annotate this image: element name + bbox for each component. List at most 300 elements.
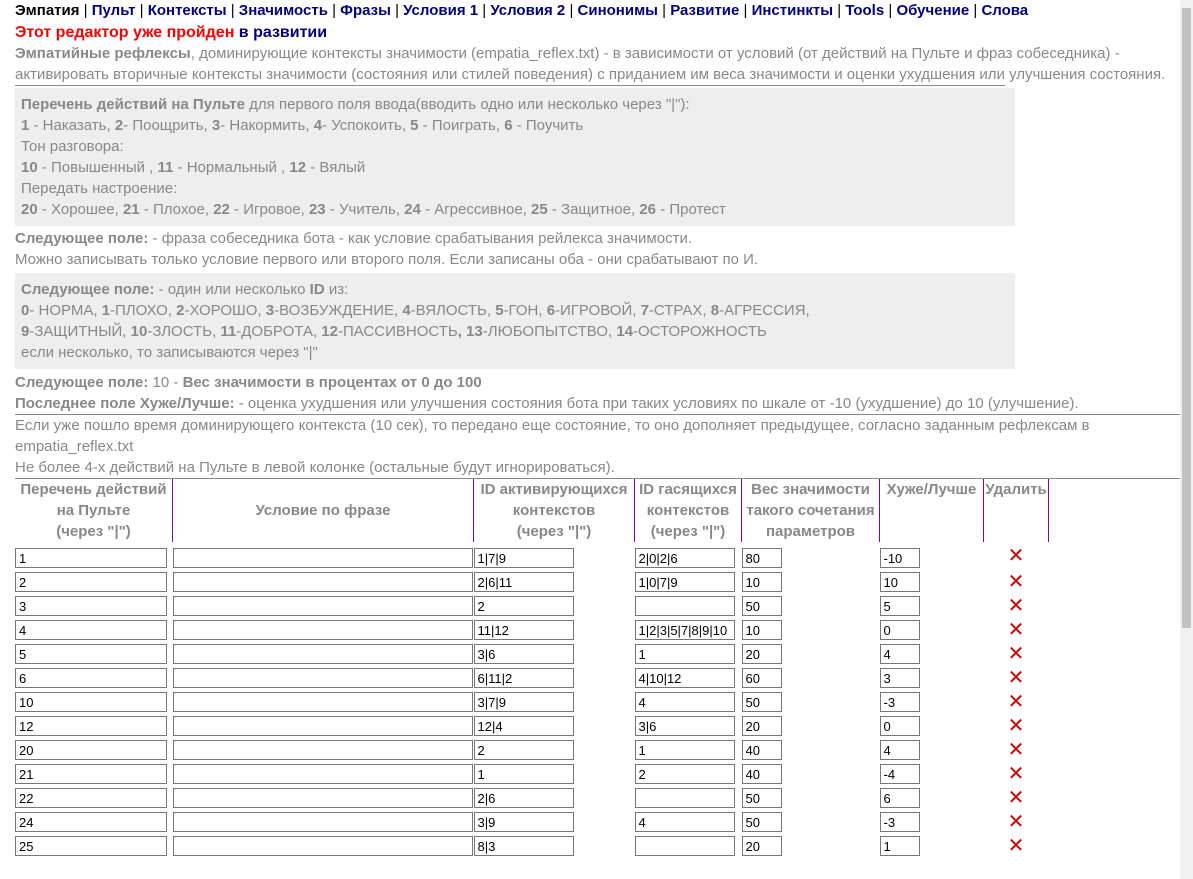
table-cell (742, 618, 880, 642)
table-cell (880, 714, 984, 738)
nav-link-12[interactable]: Обучение (896, 2, 970, 19)
context-number: , 13 (457, 323, 483, 340)
action-label: - Поучить (512, 117, 584, 134)
grade-input[interactable] (880, 596, 920, 616)
column-header-line: параметров (765, 523, 856, 540)
tone-number: 11 (157, 159, 174, 176)
action-input[interactable] (15, 812, 167, 832)
table-cell (742, 642, 880, 666)
activate-input[interactable] (474, 620, 574, 640)
table-body (15, 542, 1049, 858)
action-label: - Наказать, (29, 117, 115, 134)
table-cell (635, 762, 742, 786)
scrollbar-thumb[interactable] (1182, 8, 1191, 628)
phrase-input[interactable] (173, 740, 473, 760)
weight-input[interactable] (742, 836, 782, 856)
reflex-table (15, 479, 1049, 858)
table-cell (742, 570, 880, 594)
table-cell (635, 666, 742, 690)
action-input[interactable] (15, 548, 167, 568)
column-header (742, 479, 880, 542)
table-cell (173, 690, 474, 714)
contexts-box (15, 273, 1015, 369)
phrase-input[interactable] (173, 764, 473, 784)
activate-input[interactable] (474, 788, 574, 808)
table-cell (984, 738, 1049, 762)
action-input[interactable] (15, 596, 167, 616)
nav-link-6[interactable]: Условия 1 (403, 2, 479, 19)
action-label: - Успокоить, (322, 117, 411, 134)
table-cell (15, 570, 173, 594)
column-header (15, 479, 173, 542)
action-input[interactable] (15, 788, 167, 808)
table-cell (635, 618, 742, 642)
weight-input[interactable] (742, 788, 782, 808)
delete-icon[interactable]: ✕ (1007, 787, 1025, 809)
context-number: 0 (21, 302, 30, 319)
table-cell (474, 570, 635, 594)
mood-number: 26 (639, 201, 657, 218)
activate-input[interactable] (474, 572, 574, 592)
delete-icon[interactable]: ✕ (1007, 715, 1025, 737)
phrase-input[interactable] (173, 596, 473, 616)
column-header (173, 479, 474, 542)
table-row (15, 642, 1049, 666)
contexts-list-1 (21, 300, 1009, 321)
nav-link-9[interactable]: Развитие (670, 2, 740, 19)
delete-icon[interactable]: ✕ (1007, 835, 1025, 857)
context-number: 9 (21, 323, 30, 340)
table-row (15, 762, 1049, 786)
weight-input[interactable] (742, 740, 782, 760)
table-cell (15, 642, 173, 666)
column-header-line: Вес значимости (751, 481, 870, 498)
delete-icon[interactable]: ✕ (1007, 545, 1025, 567)
table-cell (15, 714, 173, 738)
context-number: 4 (402, 302, 411, 319)
table-cell (15, 786, 173, 810)
weight-input[interactable] (742, 812, 782, 832)
context-label: -ПАССИВНОСТЬ (337, 323, 458, 340)
activate-input[interactable] (474, 692, 574, 712)
table-row (15, 834, 1049, 858)
table-cell (474, 642, 635, 666)
table-cell (880, 834, 984, 858)
nav-separator: | (226, 2, 239, 19)
tone-number: 12 (289, 159, 307, 176)
grade-input[interactable] (880, 692, 920, 712)
weight-input[interactable] (742, 716, 782, 736)
phrase-input[interactable] (173, 620, 473, 640)
activate-input[interactable] (474, 716, 574, 736)
table-row (15, 542, 1049, 570)
grade-input[interactable] (880, 716, 920, 736)
context-label: -ГОН, (503, 302, 547, 319)
grade-input[interactable] (880, 548, 920, 568)
nav-separator: | (565, 2, 578, 19)
deactivate-input[interactable] (635, 596, 735, 616)
table-cell (742, 786, 880, 810)
table-cell (474, 714, 635, 738)
contexts-list-2 (21, 321, 1009, 342)
column-header-line: (через "|") (516, 523, 592, 540)
table-cell (984, 594, 1049, 618)
table-cell (474, 810, 635, 834)
table-cell (880, 690, 984, 714)
deactivate-input[interactable] (635, 788, 735, 808)
grade-input[interactable] (880, 620, 920, 640)
context-number: 2 (176, 302, 185, 319)
activate-input[interactable] (474, 668, 574, 688)
activate-input[interactable] (474, 812, 574, 832)
table-cell (474, 666, 635, 690)
nav-link-5[interactable]: Фразы (340, 2, 391, 19)
context-number: 3 (265, 302, 275, 319)
nav-link-1[interactable]: Эмпатия (15, 2, 80, 19)
delete-icon[interactable]: ✕ (1007, 811, 1025, 833)
last-field (15, 393, 1180, 414)
phrase-input[interactable] (173, 644, 473, 664)
nav-separator: | (327, 2, 341, 19)
note-line2: Не более 4-х действий на Пульте в левой колонке (остальные будут игнорироваться). (15, 459, 615, 476)
table-cell (880, 642, 984, 666)
context-label: -ЗАЩИТНЫЙ, (29, 323, 131, 340)
delete-icon[interactable]: ✕ (1007, 763, 1025, 785)
grade-input[interactable] (880, 668, 920, 688)
column-header-line: (через "|") (650, 523, 726, 540)
nav-link-10[interactable]: Инстинкты (751, 2, 834, 19)
action-number: 5 (410, 117, 419, 134)
context-number: 5 (495, 302, 504, 319)
context-label: -ВЯЛОСТЬ, (410, 302, 496, 319)
last-label: Последнее поле Хуже/Лучше: (15, 395, 235, 412)
action-input[interactable] (15, 668, 167, 688)
mood-label: - Агрессивное, (420, 201, 532, 218)
contexts-id: ID (309, 281, 325, 298)
grade-input[interactable] (880, 572, 920, 592)
column-header (474, 479, 635, 542)
table-cell (15, 834, 173, 858)
table-cell (880, 618, 984, 642)
nav-separator: | (739, 2, 752, 19)
table-cell (173, 834, 474, 858)
phrase-input[interactable] (173, 548, 473, 568)
table-row (15, 714, 1049, 738)
action-input[interactable] (15, 764, 167, 784)
weight-input[interactable] (742, 644, 782, 664)
deactivate-input[interactable] (635, 812, 735, 832)
actions-title: Перечень действий на Пульте (21, 96, 245, 113)
weight-input[interactable] (742, 668, 782, 688)
delete-icon[interactable]: ✕ (1007, 691, 1025, 713)
table-row (15, 618, 1049, 642)
table-cell (635, 542, 742, 570)
table-cell (984, 666, 1049, 690)
weight-input[interactable] (742, 620, 782, 640)
nav-link-2[interactable]: Пульт (91, 2, 136, 19)
mood-number: 20 (21, 201, 38, 218)
next-field-text: - фраза собеседника бота - как условие срабатывания рейлекса значимости. (148, 230, 692, 247)
column-header-line: контекстов (646, 502, 730, 519)
table-cell (635, 714, 742, 738)
column-header-line: Условие по фразе (255, 502, 391, 519)
deactivate-input[interactable] (635, 620, 735, 640)
weight-input[interactable] (742, 548, 782, 568)
activate-input[interactable] (474, 740, 574, 760)
table-cell (474, 786, 635, 810)
nav-separator: | (478, 2, 491, 19)
table-cell (15, 810, 173, 834)
activate-input[interactable] (474, 548, 574, 568)
table-cell (880, 786, 984, 810)
context-number: 8 (710, 302, 720, 319)
context-label: -ЛЮБОПЫТСТВО, (482, 323, 617, 340)
mood-number: 24 (404, 201, 421, 218)
phrase-input[interactable] (173, 572, 473, 592)
intro-body: , доминирующие контексты значимости (empatia_reflex.txt) - в зависимости от условий (от действий на Пульте и фраз собеседника) - активировать вторичные контексты значимости (состояния или стилей поведения) с приданием им веса значимости и оценки ухудшения или улучшения состояния. (15, 45, 1166, 83)
weight-input[interactable] (742, 572, 782, 592)
mood-number: 25 (531, 201, 548, 218)
column-header (880, 479, 984, 542)
table-cell (474, 762, 635, 786)
table-cell (984, 762, 1049, 786)
grade-input[interactable] (880, 836, 920, 856)
tones-list (21, 157, 1009, 178)
mood-label: - Игровое, (229, 201, 309, 218)
grade-input[interactable] (880, 764, 920, 784)
action-label: - Поощрить, (123, 117, 212, 134)
last-text: - оценка ухудшения или улучшения состояния бота при таких условиях по шкале от -10 (ухудшение) до 10 (улучшение). (234, 395, 1079, 412)
delete-icon[interactable]: ✕ (1007, 667, 1025, 689)
table-cell (474, 738, 635, 762)
table-row (15, 666, 1049, 690)
nav-link-13[interactable]: Слова (981, 2, 1029, 19)
table-cell (880, 738, 984, 762)
table-cell (984, 810, 1049, 834)
table-row (15, 738, 1049, 762)
table-cell (635, 642, 742, 666)
table-cell (984, 618, 1049, 642)
nav-separator: | (969, 2, 982, 19)
weight-input[interactable] (742, 764, 782, 784)
mood-number: 23 (308, 201, 326, 218)
column-header-line: такого сочетания (746, 502, 875, 519)
action-number: 6 (504, 117, 513, 134)
context-label: -ИГРОВОЙ, (555, 302, 641, 319)
table-cell (984, 786, 1049, 810)
context-label: -СТРАХ, (648, 302, 711, 319)
deactivate-input[interactable] (635, 692, 735, 712)
action-input[interactable] (15, 572, 167, 592)
phrase-input[interactable] (173, 692, 473, 712)
grade-input[interactable] (880, 740, 920, 760)
weight-input[interactable] (742, 692, 782, 712)
contexts-text2: из: (324, 281, 349, 298)
table-cell (173, 642, 474, 666)
nav-link-11[interactable]: Tools (845, 2, 885, 19)
nav-link-8[interactable]: Синонимы (577, 2, 658, 19)
delete-icon[interactable]: ✕ (1007, 595, 1025, 617)
note-line1: Если уже пошло время доминирующего контекста (10 сек), то передано еще состояние, то оно дополняет предыдущее, согласно заданным рефлексам в empatia_reflex.txt (15, 417, 1090, 455)
activate-input[interactable] (474, 596, 574, 616)
phrase-input[interactable] (173, 668, 473, 688)
table-cell (15, 690, 173, 714)
table-cell (15, 738, 173, 762)
weight-field (15, 372, 1180, 393)
phrase-input[interactable] (173, 836, 473, 856)
phrase-input[interactable] (173, 788, 473, 808)
table-cell (984, 714, 1049, 738)
deactivate-input[interactable] (635, 548, 735, 568)
next-field-phrase (15, 228, 1180, 270)
table-cell (15, 594, 173, 618)
table-cell (173, 594, 474, 618)
action-label: - Поиграть, (418, 117, 505, 134)
next-field-line2: Можно записывать только условие первого или второго поля. Если записаны оба - они срабатывают по И. (15, 251, 759, 268)
table-cell (173, 738, 474, 762)
notice-development: в развитии (234, 24, 328, 41)
mood-label: Передать настроение: (21, 180, 178, 197)
grade-input[interactable] (880, 788, 920, 808)
context-number: 10 (130, 323, 148, 340)
table-cell (880, 594, 984, 618)
table-cell (173, 618, 474, 642)
table-cell (15, 666, 173, 690)
weight-label: Следующее поле: (15, 374, 149, 391)
column-header-line: ID активирующихся (480, 481, 628, 498)
table-row (15, 786, 1049, 810)
table-cell (880, 570, 984, 594)
activate-input[interactable] (474, 764, 574, 784)
context-label: -ХОРОШО, (184, 302, 266, 319)
action-input[interactable] (15, 692, 167, 712)
deactivate-input[interactable] (635, 668, 735, 688)
delete-icon[interactable]: ✕ (1007, 619, 1025, 641)
grade-input[interactable] (880, 644, 920, 664)
table-row (15, 594, 1049, 618)
table-cell (474, 542, 635, 570)
deactivate-input[interactable] (635, 644, 735, 664)
next-field-label: Следующее поле: (15, 230, 149, 247)
table-cell (742, 762, 880, 786)
column-header-line: Хуже/Лучше (886, 481, 977, 498)
tone-number: 10 (21, 159, 38, 176)
deactivate-input[interactable] (635, 740, 735, 760)
nav-separator: | (884, 2, 897, 19)
actions-box (15, 88, 1015, 226)
tone-label: - Повышенный , (37, 159, 158, 176)
table-cell (173, 666, 474, 690)
scrollbar[interactable] (1180, 0, 1193, 879)
deactivate-input[interactable] (635, 836, 735, 856)
phrase-input[interactable] (173, 812, 473, 832)
table-row (15, 690, 1049, 714)
weight-input[interactable] (742, 596, 782, 616)
action-input[interactable] (15, 620, 167, 640)
action-number: 4 (313, 117, 323, 134)
contexts-text: - один или несколько (154, 281, 310, 298)
table-cell (474, 618, 635, 642)
nav-separator: | (79, 2, 92, 19)
context-number: 12 (321, 323, 338, 340)
phrase-input[interactable] (173, 716, 473, 736)
table-cell (635, 690, 742, 714)
action-input[interactable] (15, 644, 167, 664)
deactivate-input[interactable] (635, 572, 735, 592)
action-input[interactable] (15, 716, 167, 736)
table-cell (474, 834, 635, 858)
tone-label: - Вялый (306, 159, 366, 176)
table-cell (635, 570, 742, 594)
table-cell (173, 786, 474, 810)
column-header-line: на Пульте (56, 502, 131, 519)
column-header (984, 479, 1049, 542)
table-cell (742, 594, 880, 618)
nav-separator: | (135, 2, 148, 19)
context-label: - НОРМА, (29, 302, 102, 319)
action-input[interactable] (15, 740, 167, 760)
mood-number: 22 (213, 201, 230, 218)
table-cell (742, 690, 880, 714)
column-header-line: Перечень действий (20, 481, 167, 498)
table-cell (880, 810, 984, 834)
delete-icon[interactable]: ✕ (1007, 571, 1025, 593)
table-cell (880, 542, 984, 570)
column-header-line: Удалить (985, 481, 1047, 498)
divider (15, 85, 1005, 86)
tone-label: Тон разговора: (21, 138, 124, 155)
table-cell (984, 642, 1049, 666)
delete-icon[interactable]: ✕ (1007, 739, 1025, 761)
action-input[interactable] (15, 836, 167, 856)
column-header-line: (через "|") (56, 523, 131, 540)
intro-text (15, 43, 1180, 85)
grade-input[interactable] (880, 812, 920, 832)
deactivate-input[interactable] (635, 716, 735, 736)
delete-icon[interactable]: ✕ (1007, 643, 1025, 665)
column-header (635, 479, 742, 542)
activate-input[interactable] (474, 644, 574, 664)
contexts-title: Следующее поле: (21, 281, 155, 298)
column-header-line: ID гасящихся (639, 481, 737, 498)
nav-link-7[interactable]: Условия 2 (490, 2, 566, 19)
weight-text: 10 - (148, 374, 183, 391)
deactivate-input[interactable] (635, 764, 735, 784)
mood-label: - Протест (656, 201, 726, 218)
mood-label: - Защитное, (547, 201, 640, 218)
context-label: -ОСТОРОЖНОСТЬ (633, 323, 767, 340)
table-cell (173, 570, 474, 594)
column-header-line: контекстов (512, 502, 596, 519)
table-cell (635, 810, 742, 834)
context-number: 14 (616, 323, 634, 340)
action-number: 1 (21, 117, 30, 134)
table-cell (742, 810, 880, 834)
table-cell (15, 542, 173, 570)
table-cell (173, 762, 474, 786)
nav-link-4[interactable]: Значимость (238, 2, 328, 19)
context-number: 1 (101, 302, 111, 319)
context-number: 11 (220, 323, 237, 340)
activate-input[interactable] (474, 836, 574, 856)
actions-title-rest: для первого поля ввода(вводить одно или несколько через "|"): (244, 96, 690, 113)
table-cell (173, 542, 474, 570)
table-cell (742, 542, 880, 570)
nav-link-3[interactable]: Контексты (147, 2, 227, 19)
contexts-line3: если несколько, то записываются через "|" (21, 344, 318, 361)
table-cell (15, 762, 173, 786)
table-header (15, 479, 1049, 542)
